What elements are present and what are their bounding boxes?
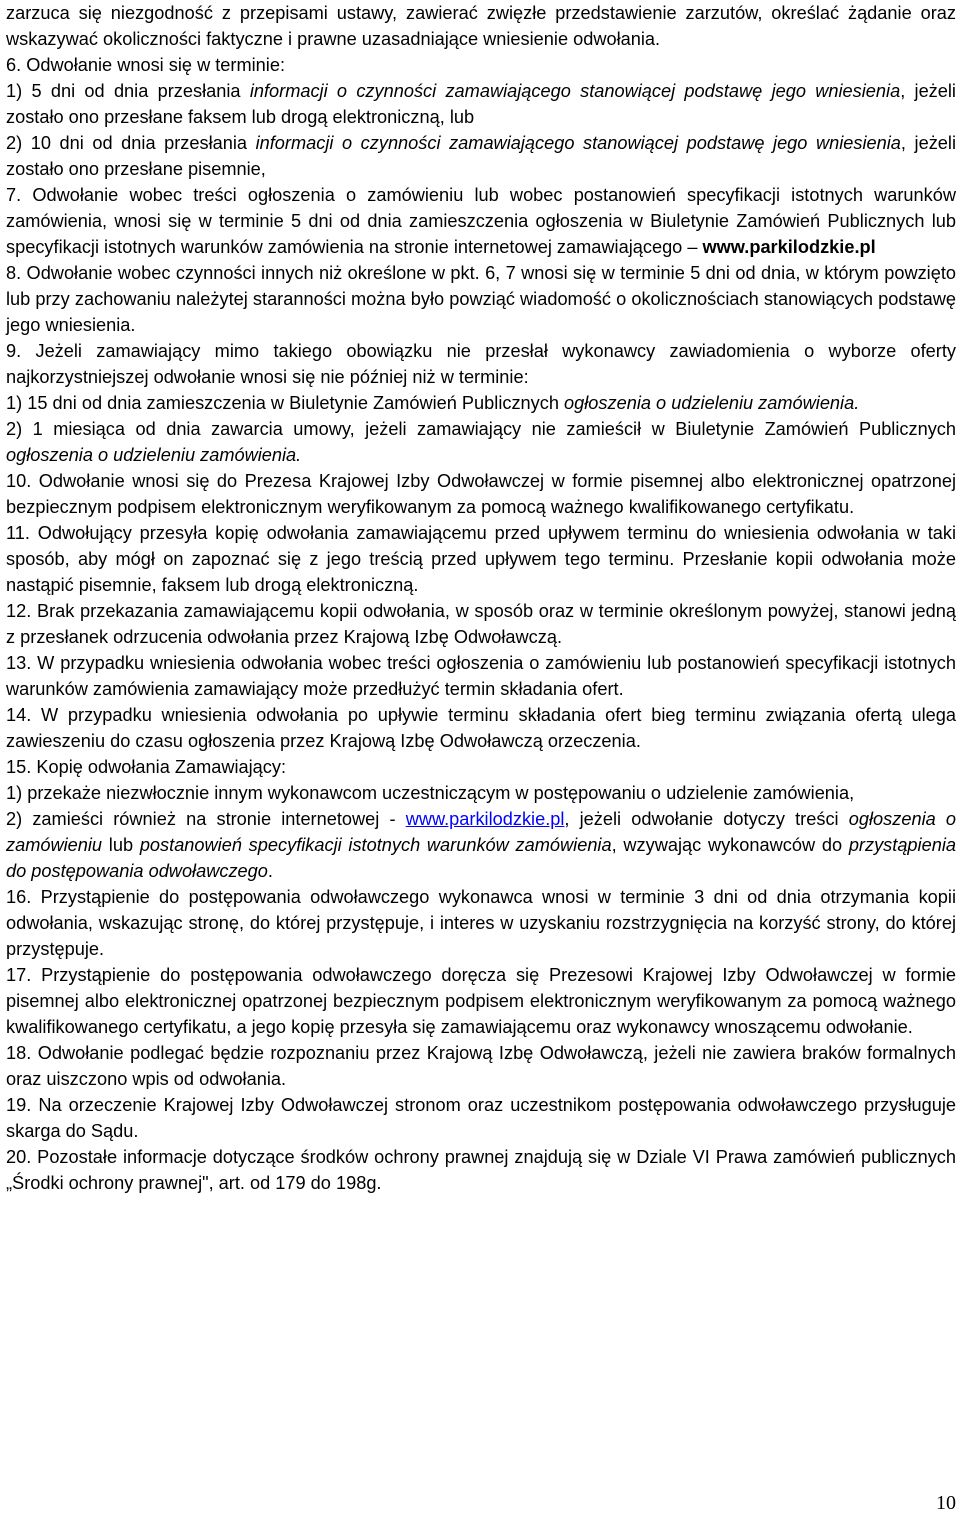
paragraph-15-item-1: 1) przekaże niezwłocznie innym wykonawcom uczestniczącym w postępowaniu o udzielenie zamówienia, [6,783,855,803]
page-number: 10 [936,1492,956,1514]
paragraph-6-item-1: 1) 5 dni od dnia przesłania informacji o czynności zamawiającego stanowiącej podstawę jego wniesienia, jeżeli zostało ono przesłane faksem lub drogą elektroniczną, lub [6,81,956,127]
paragraph-16: 16. Przystąpienie do postępowania odwoławczego wykonawca wnosi w terminie 3 dni od dnia otrzymania kopii odwołania, wskazując stronę, do której przystępuje, i interes w uzyskaniu rozstrzygnięcia na korzyść strony, do której przystępuje. [6,887,956,959]
paragraph-7-url: www.parkilodzkie.pl [702,237,876,257]
paragraph-14: 14. W przypadku wniesienia odwołania po upływie terminu składania ofert bieg terminu związania ofertą ulega zawieszeniu do czasu ogłoszenia przez Krajową Izbę Odwoławczą orzeczenia. [6,705,956,751]
paragraph-6-heading: 6. Odwołanie wnosi się w terminie: [6,55,285,75]
paragraph-8: 8. Odwołanie wobec czynności innych niż określone w pkt. 6, 7 wnosi się w terminie 5 dni od dnia, w którym powzięto lub przy zachowaniu należytej staranności można było powziąć wiadomość o okolicznościach stanowiących podstawę jego wniesienia. [6,263,956,335]
paragraph-11: 11. Odwołujący przesyła kopię odwołania zamawiającemu przed upływem terminu do wniesienia odwołania w taki sposób, aby mógł on zapoznać się z jego treścią przed upływem tego terminu. Przesłanie kopii odwołania może nastąpić pisemnie, faksem lub drogą elektroniczną. [6,523,956,595]
paragraph-9-item-2: 2) 1 miesiąca od dnia zawarcia umowy, jeżeli zamawiający nie zamieścił w Biuletynie Zamówień Publicznych ogłoszenia o udzieleniu zamówienia. [6,419,956,465]
document-body [6,0,956,1196]
paragraph-17: 17. Przystąpienie do postępowania odwoławczego doręcza się Prezesowi Krajowej Izby Odwoławczej w formie pisemnej albo elektronicznej opatrzonej bezpiecznym podpisem elektronicznym weryfikowanym za pomocą ważnego kwalifikowanego certyfikatu, a jego kopię przesyła się zamawiającemu oraz wykonawcy wnoszącemu odwołanie. [6,965,956,1037]
paragraph-12: 12. Brak przekazania zamawiającemu kopii odwołania, w sposób oraz w terminie określonym powyżej, stanowi jedną z przesłanek odrzucenia odwołania przez Krajową Izbę Odwoławczą. [6,601,956,647]
paragraph-9-item-1: 1) 15 dni od dnia zamieszczenia w Biuletynie Zamówień Publicznych ogłoszenia o udzieleniu zamówienia. [6,393,860,413]
paragraph-15-heading: 15. Kopię odwołania Zamawiający: [6,757,287,777]
paragraph-19: 19. Na orzeczenie Krajowej Izby Odwoławczej stronom oraz uczestnikom postępowania odwoławczego przysługuje skarga do Sądu. [6,1095,956,1141]
website-link[interactable]: www.parkilodzkie.pl [405,809,565,829]
paragraph-13: 13. W przypadku wniesienia odwołania wobec treści ogłoszenia o zamówieniu lub postanowień specyfikacji istotnych warunków zamówienia zamawiający może przedłużyć termin składania ofert. [6,653,956,699]
paragraph-10: 10. Odwołanie wnosi się do Prezesa Krajowej Izby Odwoławczej w formie pisemnej albo elektronicznej opatrzonej bezpiecznym podpisem elektronicznym weryfikowanym za pomocą ważnego kwalifikowanego certyfikatu. [6,471,956,517]
paragraph-20: 20. Pozostałe informacje dotyczące środków ochrony prawnej znajdują się w Dziale VI Prawa zamówień publicznych „Środki ochrony prawnej", art. od 179 do 198g. [6,1147,956,1193]
paragraph-7: 7. Odwołanie wobec treści ogłoszenia o zamówieniu lub wobec postanowień specyfikacji istotnych warunków zamówienia, wnosi się w terminie 5 dni od dnia zamieszczenia ogłoszenia w Biuletynie Zamówień Publicznych lub specyfikacji istotnych warunków zamówienia na stronie internetowej zamawiającego – www.parkilodzkie.pl [6,185,956,257]
intro-paragraph: zarzuca się niezgodność z przepisami ustawy, zawierać zwięzłe przedstawienie zarzutów, określać żądanie oraz wskazywać okoliczności faktyczne i prawne uzasadniające wniesienie odwołania. [6,3,956,49]
paragraph-6-item-2: 2) 10 dni od dnia przesłania informacji o czynności zamawiającego stanowiącej podstawę jego wniesienia, jeżeli zostało ono przesłane pisemnie, [6,133,956,179]
paragraph-18: 18. Odwołanie podlegać będzie rozpoznaniu przez Krajową Izbę Odwoławczą, jeżeli nie zawiera braków formalnych oraz uiszczono wpis od odwołania. [6,1043,956,1089]
paragraph-9-heading: 9. Jeżeli zamawiający mimo takiego obowiązku nie przesłał wykonawcy zawiadomienia o wyborze oferty najkorzystniejszej odwołanie wnosi się nie później niż w terminie: [6,341,956,387]
paragraph-15-item-2: 2) zamieści również na stronie internetowej - www.parkilodzkie.pl, jeżeli odwołanie dotyczy treści ogłoszenia o zamówieniu lub postanowień specyfikacji istotnych warunków zamówienia, wzywając wykonawców do przystąpienia do postępowania odwoławczego. [6,809,957,881]
